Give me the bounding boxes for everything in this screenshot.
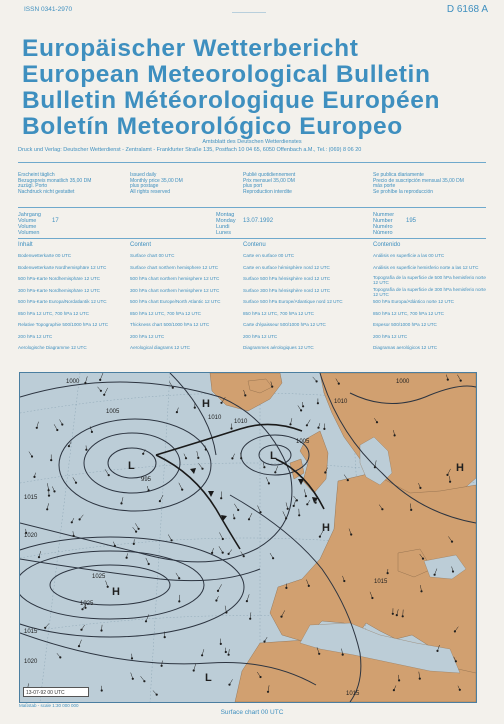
wind-barb <box>47 503 48 509</box>
station-dot <box>107 586 109 588</box>
wind-barb <box>283 511 286 518</box>
pressure-label: 1015 <box>374 579 388 585</box>
wind-barb <box>47 483 48 490</box>
wind-barb <box>133 527 137 531</box>
pub-line: Prix mensuel 35,00 DM <box>243 177 295 184</box>
pub-line: zuzügl. Porto <box>18 183 48 190</box>
volume-label: Jahrgang <box>18 212 41 218</box>
contents-item: Bodenwetterkarte Nordhemisphäre 12 UTC <box>18 264 107 270</box>
wind-barb <box>202 649 204 655</box>
station-dot <box>68 445 70 447</box>
contents-english <box>130 243 242 357</box>
wind-barb <box>54 424 57 430</box>
contents-item: Surface 300 hPa hémisphère nord 12 UTC <box>243 287 331 293</box>
cold-front-barb <box>190 468 196 474</box>
masthead-titles <box>22 36 492 140</box>
contents-item: 200 hPa 12 UTC <box>373 333 408 339</box>
wind-barb <box>146 558 149 564</box>
station-dot <box>145 620 147 622</box>
contents-item: 300 hPa chart northern hemisphere 12 UTC <box>130 287 220 293</box>
isobar <box>20 559 260 581</box>
surface-weather-map <box>19 372 477 703</box>
pressure-label: 1010 <box>334 399 348 405</box>
contents-item: Carte en surface 00 UTC <box>243 253 295 259</box>
issue-number: 195 <box>406 218 417 224</box>
wind-barb <box>249 513 252 519</box>
contents-item: Surface chart northern hemisphere 12 UTC <box>130 264 219 270</box>
contents-item: Topografía de la superficie de 300 hPa hemisferio norte 12 UTC <box>373 286 486 297</box>
contents-heading: Inhalt <box>18 242 33 248</box>
station-dot <box>308 585 310 587</box>
stamp-mark <box>232 6 266 13</box>
wind-barb <box>199 463 203 468</box>
publication-info-french <box>243 173 355 195</box>
wind-barb <box>294 496 297 500</box>
pressure-label: 1000 <box>66 379 80 385</box>
wind-barb <box>184 454 186 459</box>
contents-item: Carte en surface hémisphère nord 12 UTC <box>243 264 330 270</box>
wind-barb <box>85 376 87 383</box>
pressure-label: 1020 <box>24 659 38 665</box>
wind-barb <box>307 500 310 504</box>
contents-item: Aerologische Diagramme 12 UTC <box>18 345 87 351</box>
contents-item: Diagramas aerológicos 12 UTC <box>373 345 438 351</box>
pub-line: Bezugspreis monatlich 35,00 DM <box>18 177 92 184</box>
wind-barb <box>72 518 74 522</box>
wind-barb <box>131 673 133 679</box>
pressure-label: 1025 <box>80 601 94 607</box>
contents-item: 850 hPa 12 UTC, 700 hPa 12 UTC <box>130 310 201 316</box>
pressure-label: 1010 <box>208 415 222 421</box>
pub-line: Monthly price 35,00 DM <box>130 177 183 184</box>
volume-labels <box>18 212 41 236</box>
divider <box>18 162 486 163</box>
contents-heading: Content <box>130 242 152 248</box>
wind-barb <box>229 550 232 554</box>
divider <box>18 207 486 208</box>
contents-item: 500 hPa chart northern hemisphere 12 UTC <box>130 276 220 282</box>
wind-barb <box>176 573 179 578</box>
contents-item: 200 hPa 12 UTC <box>18 333 53 339</box>
publication-info-german <box>18 173 130 195</box>
publication-info-spanish <box>373 173 493 195</box>
weekday-label: Lundi <box>216 224 230 230</box>
weekday-label: Monday <box>216 218 236 224</box>
contents-heading: Contenido <box>373 242 401 248</box>
contents-heading: Contenu <box>243 242 266 248</box>
wind-barb <box>275 466 278 472</box>
high-pressure-center: H <box>322 522 330 534</box>
contents-item: Aerological diagrams 12 UTC <box>130 345 190 351</box>
contents-german <box>18 243 128 357</box>
volume-value: 17 <box>52 218 59 224</box>
wind-barb <box>45 624 49 628</box>
pressure-label: 1010 <box>234 419 248 425</box>
weekday-label: Montag <box>216 212 235 218</box>
title-german: Europäischer Wetterbericht <box>22 35 359 62</box>
map-caption: Surface chart 00 UTC <box>220 709 284 716</box>
station-dot <box>114 545 116 547</box>
number-label: Numéro <box>373 224 393 230</box>
wind-barb <box>146 614 149 621</box>
wind-barb <box>250 612 251 618</box>
wind-barb <box>153 691 157 695</box>
contents-item: 500 hPa Europa/Atlántico norte 12 UTC <box>373 299 454 305</box>
wind-barb <box>168 535 171 541</box>
wind-barb <box>265 637 268 641</box>
title-french: Bulletin Météorologique Européen <box>22 87 441 114</box>
wind-barb <box>79 640 82 646</box>
wind-barb <box>219 532 222 539</box>
wind-barb <box>216 596 218 600</box>
contents-item: Thickness chart 500/1000 hPa 12 UTC <box>130 322 210 328</box>
publisher-line: Druck und Verlag: Deutscher Wetterdienst - Zentralamt - Frankfurter Straße 135, Postfach 10 04 65, 6050 Offenbach a.M., Tel.: (069) 8 06 20 <box>18 147 362 153</box>
contents-item: Espesor 500/1000 hPa 12 UTC <box>373 322 437 328</box>
pub-line: más porte <box>373 183 396 190</box>
station-dot <box>61 423 63 425</box>
pub-line: Reproduction interdite <box>243 188 292 195</box>
pressure-label: 1005 <box>296 439 310 445</box>
low-pressure-center: L <box>205 672 212 684</box>
contents-item: 300 hPa-Karte Nordhemisphäre 12 UTC <box>18 287 100 293</box>
wind-barb <box>266 477 269 483</box>
number-label: Número <box>373 230 393 236</box>
wind-barb <box>194 664 196 671</box>
volume-label: Volume <box>18 218 37 224</box>
wind-barb <box>230 679 233 684</box>
number-label: Nummer <box>373 212 395 218</box>
station-dot <box>71 521 73 523</box>
station-dot <box>248 518 250 520</box>
contents-item: 500 hPa chart Europe/North Atlantic 12 UTC <box>130 299 221 305</box>
wind-barb <box>247 594 249 601</box>
high-pressure-center: H <box>202 398 210 410</box>
contents-item: Topografía de la superficie de 500 hPa hemisferio norte 12 UTC <box>373 275 486 285</box>
pub-line: Issued daily <box>130 172 157 178</box>
isobar <box>170 373 216 455</box>
station-dot <box>148 563 150 565</box>
contents-item: 850 hPa 12 UTC, 700 hPa 12 UTC <box>243 310 314 316</box>
pub-line: All rights reserved <box>130 188 171 195</box>
map-scale: Maßstab - scale 1:30 000 000 <box>19 703 79 708</box>
station-dot <box>75 482 77 484</box>
wind-barb <box>104 388 108 395</box>
wind-barb <box>304 489 306 496</box>
contents-item: Relative Topographie 500/1000 hPa 12 UTC <box>18 322 109 328</box>
greenland-land <box>210 373 282 411</box>
wind-barb <box>100 373 103 380</box>
weekday-label: Lunes <box>216 230 231 236</box>
volume-label: Volumen <box>18 230 40 236</box>
pressure-label: 1000 <box>396 379 410 385</box>
contents-item: Surface 500 hPa hémisphère nord 12 UTC <box>243 276 331 282</box>
wind-barb <box>105 469 109 475</box>
contents-item: 850 hPa 12 UTC, 700 hPa 12 UTC <box>18 310 89 316</box>
number-labels <box>373 212 394 236</box>
contents-item: Carte d'épaisseur 500/1000 hPa 12 UTC <box>243 322 326 328</box>
wind-barb <box>80 515 84 520</box>
wind-barb <box>135 523 138 529</box>
title-spanish: Boletín Meteorológico Europeo <box>22 113 403 140</box>
station-dot <box>285 517 287 519</box>
contents-item: Surface chart 00 UTC <box>130 253 175 259</box>
longitude-line <box>150 373 170 702</box>
wind-barb <box>60 420 63 425</box>
high-pressure-center: H <box>112 586 120 598</box>
pub-line: Precio de suscripción mensual 35,00 DM <box>373 177 464 184</box>
wind-barb <box>286 503 288 509</box>
station-dot <box>172 387 174 389</box>
wind-barb <box>73 477 76 482</box>
wind-barb <box>52 487 54 492</box>
wind-barb <box>169 382 173 388</box>
station-dot <box>185 457 187 459</box>
wind-barb <box>232 454 234 459</box>
contents-item: 850 hPa 12 UTC, 700 hPa 12 UTC <box>373 310 444 316</box>
wind-barb <box>141 676 145 681</box>
contents-french <box>243 243 371 357</box>
longitude-line <box>40 373 80 702</box>
pub-line: plus postage <box>130 183 159 190</box>
wind-barb <box>291 418 292 424</box>
isobar <box>20 551 204 619</box>
contents-item: Surface 500 hPa Europe/Atlantique nord 12 UTC <box>243 299 343 305</box>
wind-barb <box>98 387 101 391</box>
station-dot <box>56 429 58 431</box>
issn-number: ISSN 0341-2970 <box>24 6 73 13</box>
low-pressure-center: L <box>128 460 135 472</box>
station-dot <box>217 590 219 592</box>
pressure-label: 1005 <box>106 409 120 415</box>
wind-barb <box>179 483 182 490</box>
contents-item: Diagrammes aérologiques 12 UTC <box>243 345 314 351</box>
divider <box>18 238 486 239</box>
wind-barb <box>122 497 124 503</box>
contents-item: 200 hPa 12 UTC <box>243 333 278 339</box>
weekday-labels <box>216 212 236 236</box>
station-dot <box>338 383 340 385</box>
wind-barb <box>298 406 301 411</box>
station-dot <box>171 539 173 541</box>
pub-line: plus port <box>243 183 263 190</box>
contents-item: 500 hPa-Karte Nordhemisphäre 12 UTC <box>18 276 100 282</box>
wind-barb <box>160 495 163 501</box>
wind-barb <box>234 504 238 510</box>
wind-barb <box>82 625 85 630</box>
wind-barb <box>225 606 226 613</box>
top-meta <box>0 4 504 18</box>
station-dot <box>460 380 462 382</box>
high-pressure-center: H <box>456 462 464 474</box>
wind-barb <box>29 452 32 457</box>
wind-barb <box>307 420 310 426</box>
issue-date: 13.07.1992 <box>243 218 274 224</box>
wind-barb <box>106 581 108 587</box>
isobar <box>50 565 170 605</box>
pub-line: Publié quotidiennement <box>243 172 296 178</box>
pressure-label: 995 <box>141 477 152 483</box>
low-pressure-center: L <box>270 450 277 462</box>
volume-label: Volume <box>18 224 37 230</box>
wind-barb <box>294 500 296 506</box>
wind-barb <box>219 546 223 552</box>
wind-barb <box>39 551 41 557</box>
contents-item: Bodenwetterkarte 00 UTC <box>18 253 72 259</box>
wind-barb <box>218 584 222 591</box>
contents-spanish <box>373 243 487 357</box>
title-english: European Meteorological Bulletin <box>22 61 431 88</box>
wind-barb <box>197 451 199 458</box>
pub-line: Erscheint täglich <box>18 172 55 178</box>
station-dot <box>138 528 140 530</box>
pub-line: Se publica diariamente <box>373 172 424 178</box>
pressure-label: 1015 <box>24 495 38 501</box>
contents-item: 500 hPa-Karte Europa/Nordatlantik 12 UTC <box>18 299 107 305</box>
wind-barb <box>57 653 60 657</box>
map-timestamp: 13-07-92 00 UTC <box>23 687 89 697</box>
pressure-label: 1015 <box>346 691 360 697</box>
cold-front-barb <box>298 479 304 485</box>
pressure-label: 1020 <box>24 533 38 539</box>
pub-line: Nachdruck nicht gestattet <box>18 188 75 195</box>
publication-info-english <box>130 173 242 195</box>
document-number: D 6168 A <box>446 4 488 15</box>
number-label: Number <box>373 218 393 224</box>
weather-map-svg <box>20 373 476 702</box>
wind-barb <box>270 553 273 558</box>
wind-barb <box>37 422 39 428</box>
contents-item: Análisis en superficie a las 00 UTC <box>373 253 445 259</box>
official-gazette-subtitle: Amtsblatt des Deutschen Wetterdienstes <box>202 139 302 145</box>
contents-item: 200 hPa 12 UTC <box>130 333 165 339</box>
pub-line: Se prohíbe la reproducción <box>373 188 434 195</box>
pressure-label: 1025 <box>92 574 106 580</box>
wind-barb <box>313 377 317 382</box>
pressure-label: 1015 <box>24 629 38 635</box>
cold-front-barb <box>208 491 214 497</box>
contents-item: Análisis en superficie hemisferio norte a las 12 UTC <box>373 264 479 270</box>
